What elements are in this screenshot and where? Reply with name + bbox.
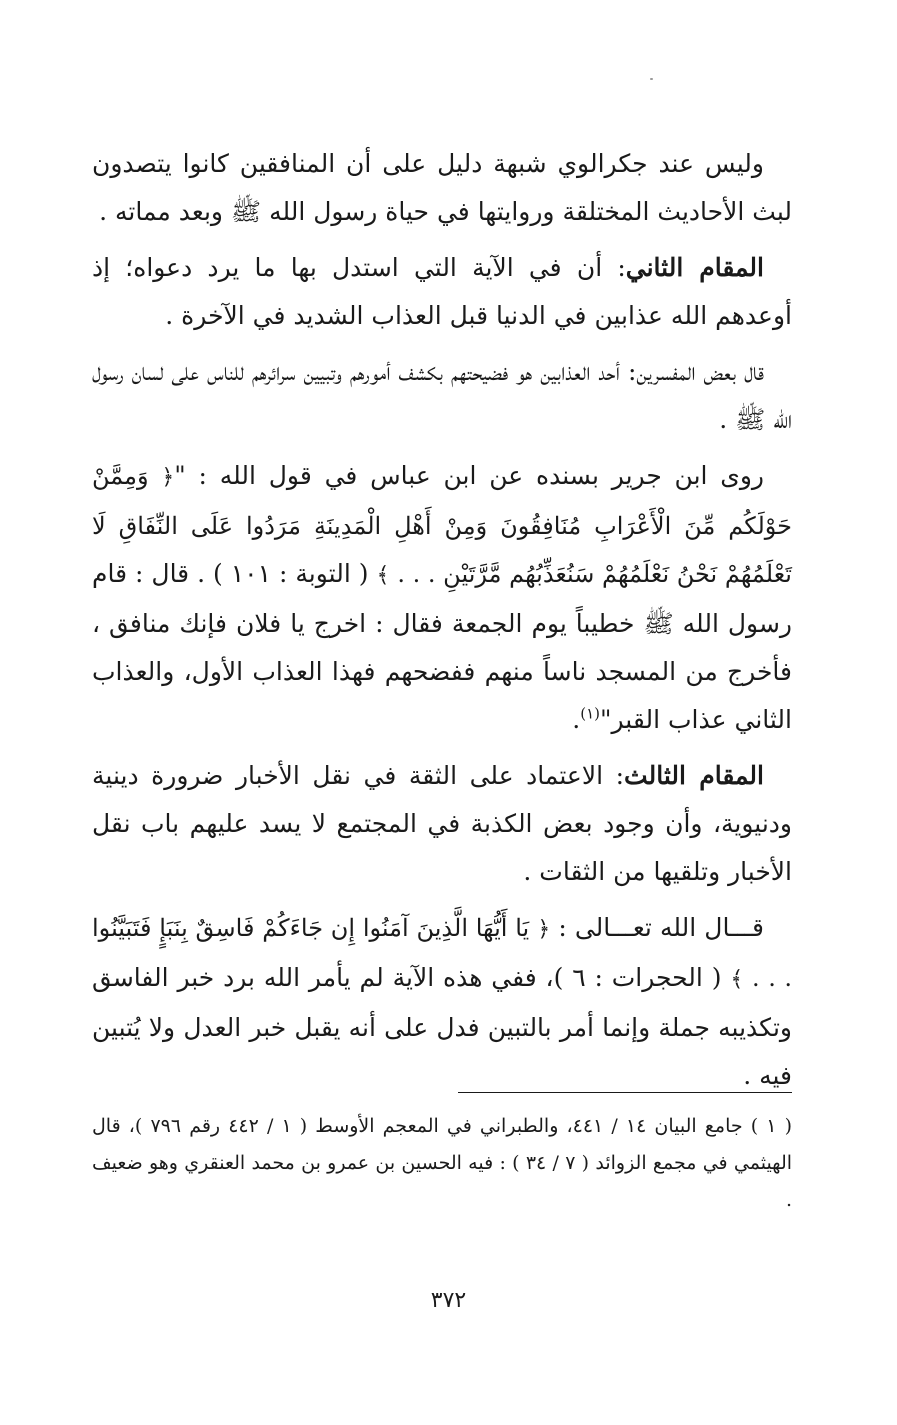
quran-close-ornament-2: ﴾ xyxy=(730,967,744,992)
paragraph-1-text: وليس عند جكرالوي شبهة دليل على أن المنافقين كانوا يتصدون لبث الأحاديث المختلقة وروايتها في حياة رسول الله ﷺ وبعد مماته . xyxy=(92,149,792,226)
page-speck xyxy=(650,78,653,80)
paragraph-6-text: ( الحجرات : ٦ )، ففي هذه الآية لم يأمر الله برد خبر الفاسق وتكذيبه جملة وإنما أمر بالتبين فدل على أنه يقبل خبر العدل ولا يُتبين فيه . xyxy=(92,963,792,1090)
paragraph-4-text: ( التوبة : ١٠١ ) . قال : قام رسول الله ﷺ خطيباً يوم الجمعة فقال : اخرج يا فلان فإنك منافق ، فأخرج من المسجد ناساً منهم ففضحهم فهذا العذاب الأول، والعذاب الثاني عذاب القبر" xyxy=(92,559,792,734)
paragraph-4 xyxy=(92,452,792,744)
paragraph-1 xyxy=(92,140,792,236)
paragraph-5 xyxy=(92,752,792,896)
quran-verse-tawbah: وَمِمَّنْ حَوْلَكُم مِّنَ الْأَعْرَابِ مُنَافِقُونَ وَمِنْ أَهْلِ الْمَدِينَةِ مَرَدُوا عَلَى النِّفَاقِ لَا تَعْلَمُهُمْ نَحْنُ نَعْلَمُهُمْ سَنُعَذِّبُهُم مَّرَّتَيْنِ . . . xyxy=(92,462,792,588)
paragraph-3-text: قال بعض المفسرين: أحد العذابين هو فضيحتهم بكشف أمورهم وتبيين سرائرهم للناس على لسان رسول الله ﷺ . xyxy=(92,357,792,434)
paragraph-3 xyxy=(92,348,792,444)
paragraph-6 xyxy=(92,904,792,1100)
footnote-1: ( ١ ) جامع البيان ١٤ / ٤٤١، والطبراني في المعجم الأوسط ( ١ / ٤٤٢ رقم ٧٩٦ )، قال الهيثمي في مجمع الزوائد ( ٧ / ٣٤ ) : فيه الحسين بن عمرو بن محمد العنقري وهو ضعيف . xyxy=(92,1115,793,1211)
section-heading-second: المقام الثاني xyxy=(625,253,764,282)
footnotes xyxy=(92,1108,792,1219)
main-text xyxy=(92,140,792,1108)
quran-open-ornament: ﴿ xyxy=(161,465,175,490)
paragraph-2 xyxy=(92,244,792,340)
section-heading-third: المقام الثالث xyxy=(624,761,764,790)
page-number: ٣٧٢ xyxy=(430,1288,467,1313)
quran-close-ornament: ﴾ xyxy=(376,563,390,588)
paragraph-4-intro: روى ابن جرير بسنده عن ابن عباس في قول الله : " xyxy=(174,461,764,490)
footnote-reference: (١) xyxy=(580,704,601,723)
quran-open-ornament-2: ﴿ xyxy=(537,917,551,942)
paragraph-2-text: : أن في الآية التي استدل بها ما يرد دعواه؛ إذ أوعدهم الله عذابين في الدنيا قبل العذاب الشديد في الآخرة . xyxy=(92,253,792,330)
paragraph-4-end: . xyxy=(572,705,581,734)
footnote-separator xyxy=(458,1092,792,1093)
paragraph-6-intro: قـــال الله تعـــالى : xyxy=(558,913,765,942)
paragraph-5-text: : الاعتماد على الثقة في نقل الأخبار ضرورة دينية ودنيوية، وأن وجود بعض الكذبة في المجتمع لا يسد عليهم باب نقل الأخبار وتلقيها من الثقات . xyxy=(92,761,792,886)
quran-verse-hujurat: يَا أَيُّهَا الَّذِينَ آمَنُوا إِن جَاءَكُمْ فَاسِقٌ بِنَبَإٍ فَتَبَيَّنُوا . . . xyxy=(92,914,792,992)
